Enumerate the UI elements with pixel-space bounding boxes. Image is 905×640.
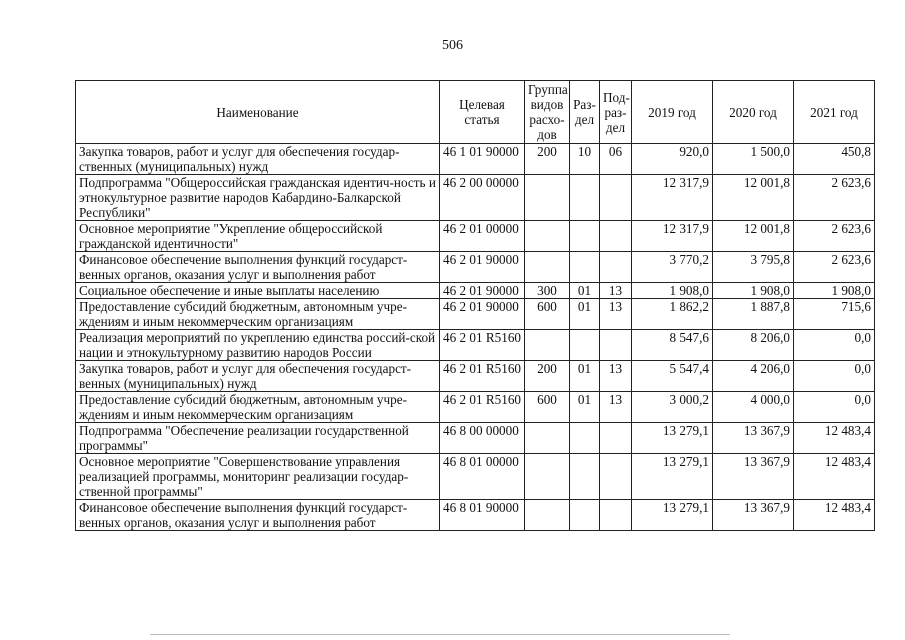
cell-section: 01	[570, 361, 600, 392]
cell-y2019: 13 279,1	[632, 500, 713, 531]
table-row	[76, 299, 875, 330]
cell-y2019: 12 317,9	[632, 221, 713, 252]
cell-y2019: 12 317,9	[632, 175, 713, 221]
cell-y2021: 2 623,6	[794, 221, 875, 252]
table-row	[76, 175, 875, 221]
cell-y2019: 1 908,0	[632, 283, 713, 299]
cell-y2021: 12 483,4	[794, 500, 875, 531]
table-row	[76, 454, 875, 500]
cell-target: 46 2 01 R5160	[440, 361, 525, 392]
cell-y2019: 1 862,2	[632, 299, 713, 330]
cell-name: Предоставление субсидий бюджетным, автономным учре-ждениям и иным некоммерческим организациям	[76, 392, 440, 423]
cell-subsection	[600, 221, 632, 252]
cell-y2021: 2 623,6	[794, 175, 875, 221]
table-row	[76, 392, 875, 423]
cell-subsection: 13	[600, 361, 632, 392]
cell-group: 600	[525, 299, 570, 330]
cell-name: Финансовое обеспечение выполнения функций государст-венных органов, оказания услуг и выполнения работ	[76, 252, 440, 283]
budget-table	[75, 80, 875, 531]
header-row	[76, 81, 875, 144]
header-section: Раз-дел	[570, 81, 600, 144]
cell-target: 46 2 01 90000	[440, 299, 525, 330]
cell-group	[525, 454, 570, 500]
cell-y2019: 5 547,4	[632, 361, 713, 392]
header-target: Целевая статья	[440, 81, 525, 144]
cell-target: 46 1 01 90000	[440, 144, 525, 175]
cell-y2021: 2 623,6	[794, 252, 875, 283]
cell-subsection	[600, 500, 632, 531]
table-row	[76, 283, 875, 299]
table-row	[76, 144, 875, 175]
cell-y2019: 3 000,2	[632, 392, 713, 423]
header-2019: 2019 год	[632, 81, 713, 144]
cell-y2021: 0,0	[794, 361, 875, 392]
cell-y2020: 1 887,8	[713, 299, 794, 330]
cell-y2020: 12 001,8	[713, 221, 794, 252]
cell-y2021: 0,0	[794, 330, 875, 361]
header-group: Группа видов расхо-дов	[525, 81, 570, 144]
cell-name: Социальное обеспечение и иные выплаты населению	[76, 283, 440, 299]
header-2020: 2020 год	[713, 81, 794, 144]
table-row	[76, 330, 875, 361]
cell-name: Основное мероприятие "Укрепление общероссийской гражданской идентичности"	[76, 221, 440, 252]
cell-y2021: 715,6	[794, 299, 875, 330]
cell-section	[570, 221, 600, 252]
cell-name: Подпрограмма "Обеспечение реализации государственной программы"	[76, 423, 440, 454]
cell-group	[525, 175, 570, 221]
cell-group: 300	[525, 283, 570, 299]
page-number: 506	[442, 38, 463, 53]
cell-y2020: 13 367,9	[713, 500, 794, 531]
cell-section	[570, 500, 600, 531]
cell-subsection	[600, 175, 632, 221]
cell-subsection	[600, 454, 632, 500]
table-row	[76, 361, 875, 392]
cell-y2021: 12 483,4	[794, 454, 875, 500]
cell-name: Основное мероприятие "Совершенствование управления реализацией программы, мониторинг реализации государ-ственной программы"	[76, 454, 440, 500]
cell-subsection: 13	[600, 283, 632, 299]
cell-y2019: 8 547,6	[632, 330, 713, 361]
cell-y2020: 8 206,0	[713, 330, 794, 361]
cell-group	[525, 221, 570, 252]
cell-section: 01	[570, 392, 600, 423]
cell-y2019: 3 770,2	[632, 252, 713, 283]
table-row	[76, 500, 875, 531]
cell-y2020: 4 000,0	[713, 392, 794, 423]
cell-name: Подпрограмма "Общероссийская гражданская идентич-ность и этнокультурное развитие народов Кабардино-Балкарской Республики"	[76, 175, 440, 221]
cell-group: 200	[525, 144, 570, 175]
cell-section	[570, 423, 600, 454]
cell-target: 46 2 00 00000	[440, 175, 525, 221]
cell-group: 200	[525, 361, 570, 392]
cell-section: 10	[570, 144, 600, 175]
cell-y2020: 1 908,0	[713, 283, 794, 299]
cell-y2021: 1 908,0	[794, 283, 875, 299]
cell-section	[570, 175, 600, 221]
cell-section	[570, 330, 600, 361]
cell-y2019: 13 279,1	[632, 423, 713, 454]
cell-target: 46 8 00 00000	[440, 423, 525, 454]
cell-section	[570, 252, 600, 283]
cell-group	[525, 423, 570, 454]
cell-section: 01	[570, 283, 600, 299]
cell-y2019: 920,0	[632, 144, 713, 175]
cell-y2020: 4 206,0	[713, 361, 794, 392]
cell-group: 600	[525, 392, 570, 423]
cell-target: 46 8 01 00000	[440, 454, 525, 500]
cell-group	[525, 500, 570, 531]
cell-name: Предоставление субсидий бюджетным, автономным учре-ждениям и иным некоммерческим организациям	[76, 299, 440, 330]
cell-target: 46 2 01 00000	[440, 221, 525, 252]
page-bottom-rule	[150, 634, 730, 635]
cell-target: 46 2 01 R5160	[440, 330, 525, 361]
table-row	[76, 252, 875, 283]
cell-y2020: 12 001,8	[713, 175, 794, 221]
cell-target: 46 8 01 90000	[440, 500, 525, 531]
cell-section	[570, 454, 600, 500]
cell-y2020: 3 795,8	[713, 252, 794, 283]
cell-name: Закупка товаров, работ и услуг для обеспечения государ-ственных (муниципальных) нужд	[76, 144, 440, 175]
cell-subsection	[600, 252, 632, 283]
cell-y2020: 1 500,0	[713, 144, 794, 175]
header-2021: 2021 год	[794, 81, 875, 144]
cell-y2020: 13 367,9	[713, 454, 794, 500]
cell-name: Реализация мероприятий по укреплению единства россий-ской нации и этнокультурному развитию народов России	[76, 330, 440, 361]
cell-y2021: 0,0	[794, 392, 875, 423]
cell-group	[525, 330, 570, 361]
cell-subsection: 13	[600, 392, 632, 423]
header-subsection: Под-раз-дел	[600, 81, 632, 144]
cell-subsection	[600, 330, 632, 361]
table-row	[76, 423, 875, 454]
cell-target: 46 2 01 90000	[440, 283, 525, 299]
cell-name: Финансовое обеспечение выполнения функций государст-венных органов, оказания услуг и выполнения работ	[76, 500, 440, 531]
cell-y2021: 450,8	[794, 144, 875, 175]
cell-y2021: 12 483,4	[794, 423, 875, 454]
header-name: Наименование	[76, 81, 440, 144]
cell-target: 46 2 01 90000	[440, 252, 525, 283]
table-row	[76, 221, 875, 252]
cell-subsection: 06	[600, 144, 632, 175]
cell-subsection: 13	[600, 299, 632, 330]
cell-y2019: 13 279,1	[632, 454, 713, 500]
cell-section: 01	[570, 299, 600, 330]
cell-group	[525, 252, 570, 283]
cell-name: Закупка товаров, работ и услуг для обеспечения государст-венных (муниципальных) нужд	[76, 361, 440, 392]
cell-y2020: 13 367,9	[713, 423, 794, 454]
cell-subsection	[600, 423, 632, 454]
cell-target: 46 2 01 R5160	[440, 392, 525, 423]
